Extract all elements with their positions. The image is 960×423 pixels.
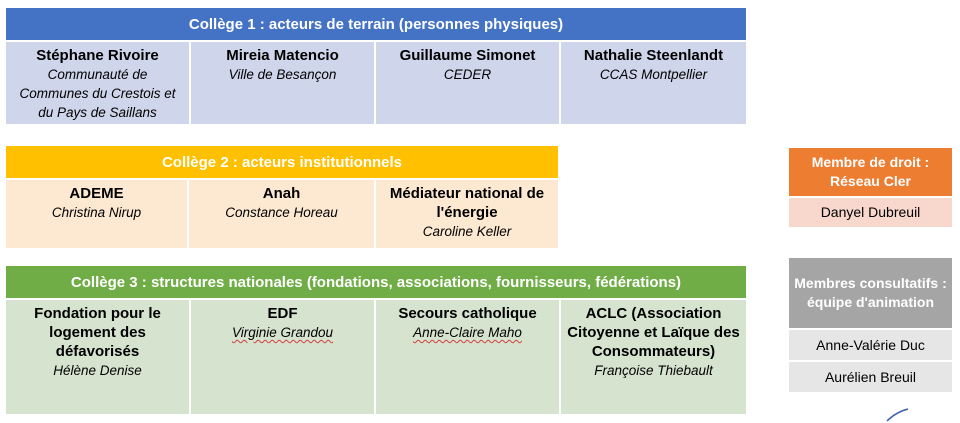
member-organization: Médiateur national de l'énergie (389, 185, 545, 221)
member-name: Stéphane Rivoire (36, 47, 159, 64)
college-1-member-cell (6, 42, 189, 124)
member-name (382, 323, 553, 342)
college-3-member-cell (561, 300, 746, 414)
member-name: Nathalie Steenlandt (583, 47, 724, 64)
member-organization: Communauté de Communes du Crestois et du Pays de Saillans (19, 67, 176, 120)
member-name: Christina Nirup (51, 205, 142, 220)
membre-de-droit-person: Danyel Dubreuil (789, 198, 952, 227)
member-name (197, 323, 368, 342)
membre-de-droit-box (789, 148, 952, 227)
college-2-table (6, 146, 558, 248)
college-1-member-cell (191, 42, 374, 124)
member-name: Mireia Matencio (226, 47, 339, 64)
membres-consultatifs-box (789, 258, 952, 392)
membre-de-droit-header: Membre de droit : Réseau Cler (789, 148, 952, 196)
member-name-text: Anne-Claire Maho (413, 325, 522, 340)
college-1-table (6, 8, 746, 124)
member-organization: CEDER (443, 67, 492, 82)
member-organization: Secours catholique (398, 305, 537, 322)
consultatif-person: Anne-Valérie Duc (789, 330, 952, 360)
swoosh-decoration-icon (886, 408, 910, 422)
college-1-member-cell (561, 42, 746, 124)
member-organization: Fondation pour le logement des défavorisés (34, 305, 161, 360)
member-name: Caroline Keller (422, 224, 512, 239)
member-organization: Ville de Besançon (228, 67, 337, 82)
college-2-header: Collège 2 : acteurs institutionnels (6, 146, 558, 178)
college-2-member-cell (376, 180, 558, 248)
member-organization: EDF (267, 305, 298, 322)
college-1-header: Collège 1 : acteurs de terrain (personnes physiques) (6, 8, 746, 40)
college-1-row (6, 42, 746, 124)
member-organization: Anah (262, 185, 301, 202)
member-name: Françoise Thiebault (594, 363, 713, 378)
consultatif-person: Aurélien Breuil (789, 362, 952, 392)
member-name: Hélène Denise (53, 363, 142, 378)
member-name: Guillaume Simonet (399, 47, 536, 64)
college-3-member-cell (376, 300, 559, 414)
member-organization: ACLC (Association Citoyenne et Laïque des Consommateurs) (567, 305, 740, 360)
college-2-member-cell (6, 180, 187, 248)
college-1-member-cell (376, 42, 559, 124)
member-name-text: Virginie Grandou (231, 325, 334, 340)
college-3-member-cell (191, 300, 374, 414)
member-organization: ADEME (69, 185, 124, 202)
college-3-member-cell (6, 300, 189, 414)
member-name: Constance Horeau (225, 205, 338, 220)
member-organization: CCAS Montpellier (599, 67, 708, 82)
membres-consultatifs-header: Membres consultatifs : équipe d'animation (789, 258, 952, 328)
college-3-row (6, 300, 746, 414)
college-2-row (6, 180, 558, 248)
college-3-table (6, 266, 746, 414)
college-3-header: Collège 3 : structures nationales (fondations, associations, fournisseurs, fédérations) (6, 266, 746, 298)
college-2-member-cell (189, 180, 374, 248)
